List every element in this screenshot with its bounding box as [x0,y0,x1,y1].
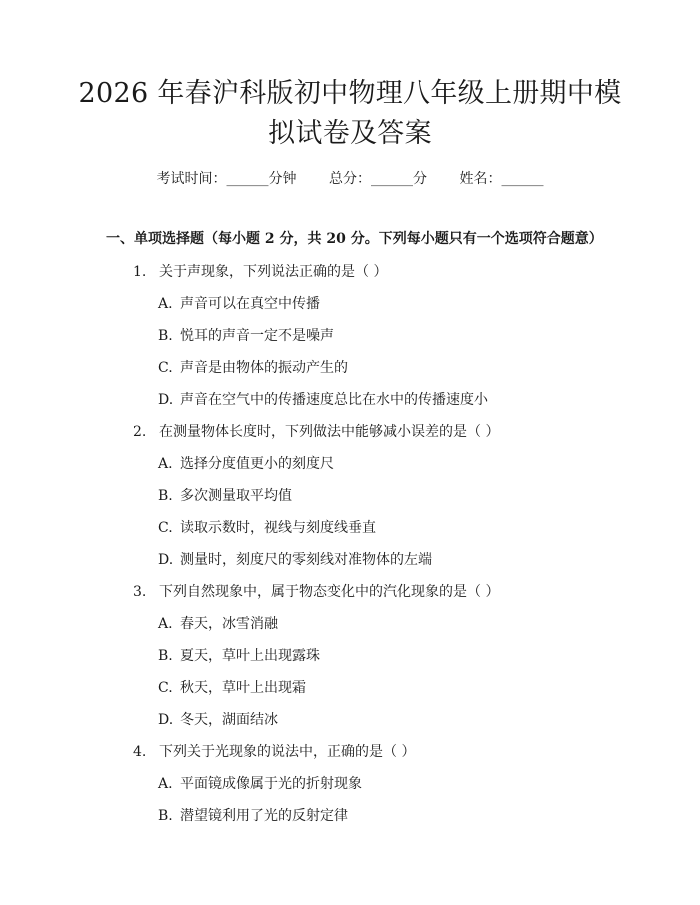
option-4a: A. 平面镜成像属于光的折射现象 [158,776,362,792]
student-name: 姓名：______ [459,171,544,187]
question-1 [133,261,387,281]
option-3d: D. 冬天，湖面结冰 [158,712,278,728]
question-text: 关于声现象，下列说法正确的是（ ） [159,264,388,280]
option-3b: B. 夏天，草叶上出现露珠 [158,648,320,664]
option-2c: C. 读取示数时，视线与刻度线垂直 [158,520,376,536]
document-title-line-1: 2026 年春沪科版初中物理八年级上册期中模 [78,78,622,109]
option-3c: C. 秋天，草叶上出现霜 [158,680,306,696]
option-3a: A. 春天，冰雪消融 [158,616,278,632]
question-3 [133,581,499,601]
question-2 [133,421,499,441]
exam-meta [0,168,700,188]
option-2b: B. 多次测量取平均值 [158,488,292,504]
exam-total-score: 总分：______分 [329,171,427,187]
option-4b: B. 潜望镜利用了光的反射定律 [158,808,348,824]
question-4 [133,741,415,761]
question-number: 1. [133,264,147,280]
exam-time: 考试时间：______分钟 [156,171,297,187]
option-1d: D. 声音在空气中的传播速度总比在水中的传播速度小 [158,392,488,408]
question-text: 下列自然现象中，属于物态变化中的汽化现象的是（ ） [159,584,500,600]
question-number: 2. [133,424,147,440]
question-text: 在测量物体长度时，下列做法中能够减小误差的是（ ） [159,424,500,440]
option-2d: D. 测量时，刻度尺的零刻线对准物体的左端 [158,552,432,568]
option-2a: A. 选择分度值更小的刻度尺 [158,456,334,472]
question-text: 下列关于光现象的说法中，正确的是（ ） [159,744,416,760]
section-title: 一、单项选择题（每小题 2 分，共 20 分。下列每小题只有一个选项符合题意） [106,231,603,247]
option-1b: B. 悦耳的声音一定不是噪声 [158,328,334,344]
question-number: 3. [133,584,147,600]
document-title-line-2: 拟试卷及答案 [268,118,432,149]
option-1a: A. 声音可以在真空中传播 [158,296,320,312]
question-number: 4. [133,744,147,760]
option-1c: C. 声音是由物体的振动产生的 [158,360,348,376]
